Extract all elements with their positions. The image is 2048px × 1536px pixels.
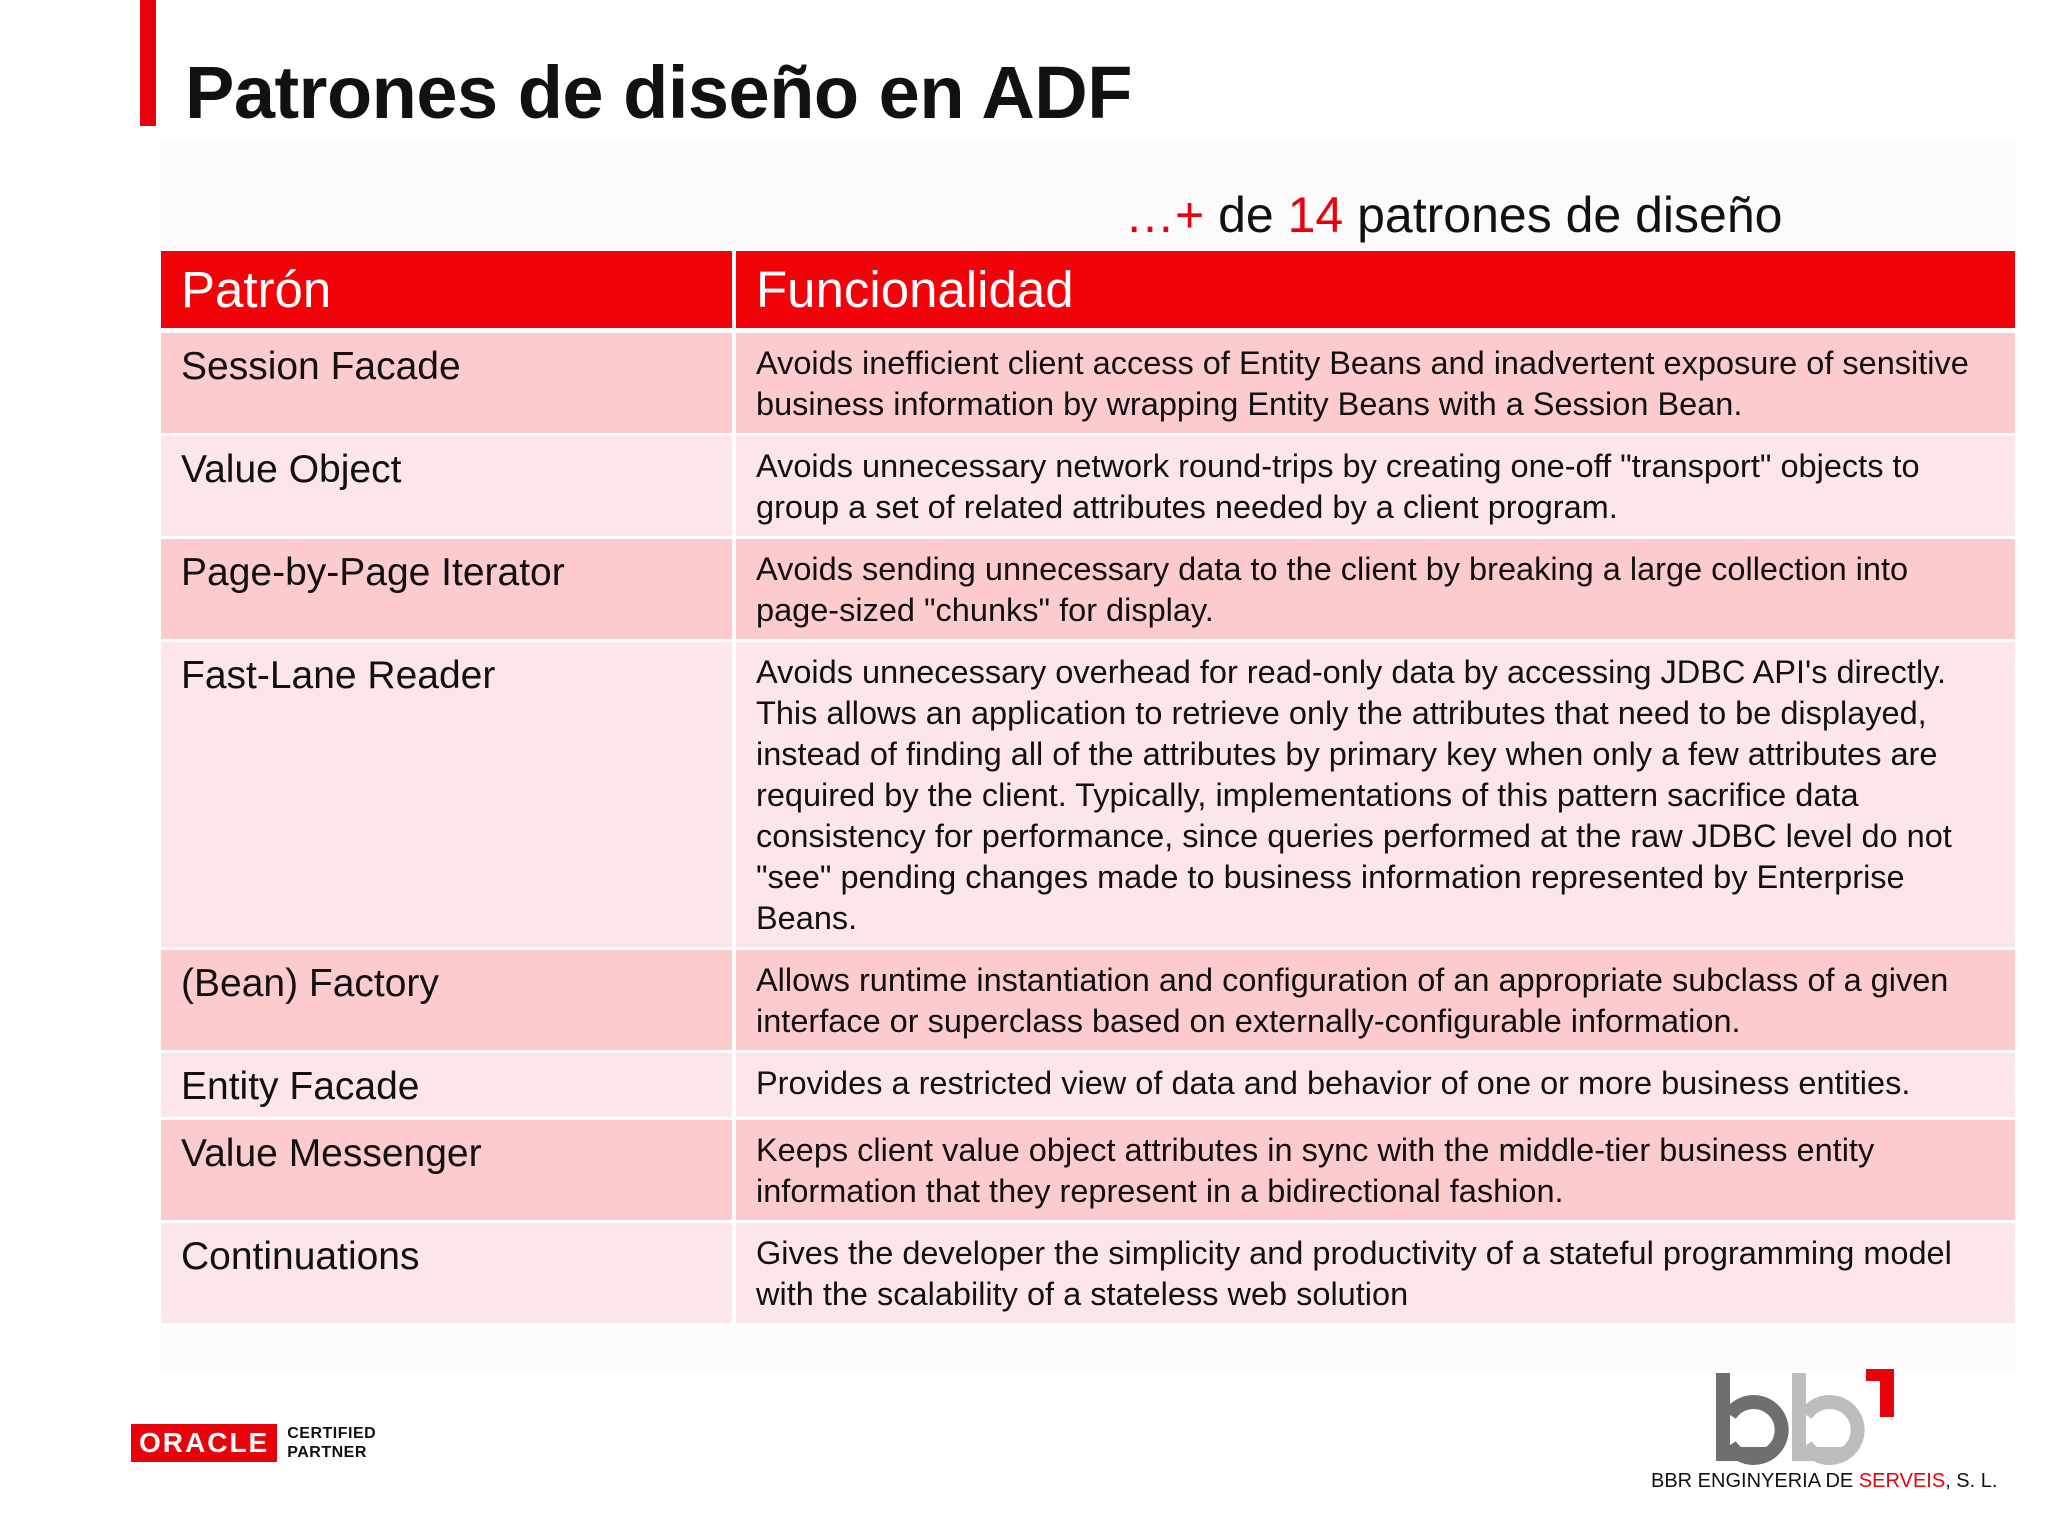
pattern-name: Entity Facade	[161, 1052, 734, 1119]
table-row	[161, 641, 2015, 949]
subtitle	[1125, 186, 1782, 244]
company-name-highlight: SERVEIS	[1858, 1470, 1946, 1492]
company-name-prefix: BBR ENGINYERIA DE	[1651, 1470, 1859, 1492]
pattern-description: Avoids sending unnecessary data to the client by breaking a large collection into page-sized "chunks" for display.	[734, 538, 2015, 641]
subtitle-count: 14	[1287, 187, 1344, 243]
bbr-logo-icon	[1700, 1365, 1910, 1470]
table-header-row	[161, 251, 2015, 331]
oracle-certification-text	[287, 1424, 376, 1462]
oracle-cert-line2: PARTNER	[287, 1444, 367, 1461]
oracle-cert-line1: CERTIFIED	[287, 1425, 377, 1442]
pattern-description: Keeps client value object attributes in sync with the middle-tier business entity information that they represent in a bidirectional fashion.	[734, 1119, 2015, 1222]
pattern-description: Avoids unnecessary overhead for read-only data by accessing JDBC API's directly. This allows an application to retrieve only the attributes that need to be displayed, instead of finding all of the attributes by primary key when only a few attributes are required by the client. Typically, implementations of this pattern sacrifice data consistency for performance, since queries performed at the raw JDBC level do not "see" pending changes made to business information represented by Enterprise Beans.	[734, 641, 2015, 949]
table-row	[161, 435, 2015, 538]
table-row	[161, 949, 2015, 1052]
table-row	[161, 1052, 2015, 1119]
header-functionality: Funcionalidad	[734, 251, 2015, 331]
pattern-name: Continuations	[161, 1222, 734, 1325]
table-row	[161, 331, 2015, 435]
pattern-name: Fast-Lane Reader	[161, 641, 734, 949]
subtitle-de: de	[1204, 187, 1288, 243]
pattern-name: Value Messenger	[161, 1119, 734, 1222]
table-row	[161, 1119, 2015, 1222]
pattern-description: Avoids unnecessary network round-trips by creating one-off "transport" objects to group a set of related attributes needed by a client program.	[734, 435, 2015, 538]
company-name-suffix: , S. L.	[1945, 1470, 1998, 1492]
pattern-name: Page-by-Page Iterator	[161, 538, 734, 641]
table-row	[161, 1222, 2015, 1325]
pattern-description: Gives the developer the simplicity and productivity of a stateful programming model with the scalability of a stateless web solution	[734, 1222, 2015, 1325]
pattern-description: Provides a restricted view of data and behavior of one or more business entities.	[734, 1052, 2015, 1119]
subtitle-suffix: patrones de diseño	[1343, 187, 1783, 243]
pattern-description: Avoids inefficient client access of Entity Beans and inadvertent exposure of sensitive business information by wrapping Entity Beans with a Session Bean.	[734, 331, 2015, 435]
oracle-wordmark: ORACLE	[131, 1424, 277, 1462]
patterns-table	[161, 251, 2015, 1326]
table-row	[161, 538, 2015, 641]
header-pattern: Patrón	[161, 251, 734, 331]
company-name	[1651, 1470, 1997, 1493]
pattern-name: (Bean) Factory	[161, 949, 734, 1052]
pattern-name: Value Object	[161, 435, 734, 538]
title-accent-bar	[140, 0, 156, 126]
pattern-name: Session Facade	[161, 331, 734, 435]
subtitle-prefix: …+	[1125, 187, 1205, 243]
pattern-description: Allows runtime instantiation and configuration of an appropriate subclass of a given interface or superclass based on externally-configurable information.	[734, 949, 2015, 1052]
oracle-certified-partner-logo	[131, 1424, 376, 1462]
slide-title: Patrones de diseño en ADF	[185, 51, 1132, 134]
